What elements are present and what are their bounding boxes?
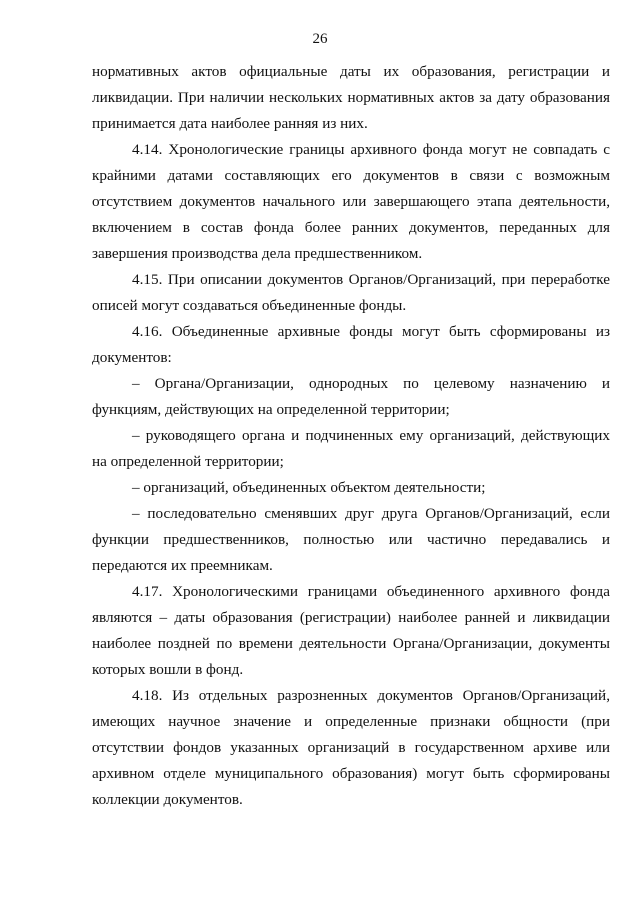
text-line: имеющих научное значение и определенные признаки общности (при bbox=[92, 713, 610, 730]
text-line: 4.16. Объединенные архивные фонды могут быть сформированы из bbox=[132, 323, 610, 340]
text-line: – руководящего органа и подчиненных ему организаций, действующих bbox=[132, 427, 610, 444]
text-line: документов: bbox=[92, 349, 172, 366]
text-line: отсутствии фондов указанных организаций в государственном архиве или bbox=[92, 739, 610, 756]
text-line: – организаций, объединенных объектом деятельности; bbox=[132, 479, 486, 496]
text-line: принимается дата наиболее ранняя из них. bbox=[92, 115, 368, 132]
text-line: 4.17. Хронологическими границами объединенного архивного фонда bbox=[132, 583, 610, 600]
text-line: завершения производства дела предшественником. bbox=[92, 245, 423, 262]
text-line: являются – даты образования (регистрации) наиболее ранней и ликвидации bbox=[92, 609, 610, 626]
text-line: 4.15. При описании документов Органов/Организаций, при переработке bbox=[132, 271, 610, 288]
page-number: 26 bbox=[312, 31, 328, 47]
text-line: включением в состав фонда более ранних документов, переданных для bbox=[92, 219, 610, 236]
text-line: крайними датами составляющих его документов в связи с возможным bbox=[92, 167, 610, 184]
text-line: – последовательно сменявших друг друга Органов/Организаций, если bbox=[132, 505, 610, 522]
text-line: 4.18. Из отдельных разрозненных документов Органов/Организаций, bbox=[132, 687, 610, 704]
text-line: нормативных актов официальные даты их образования, регистрации и bbox=[92, 63, 610, 80]
text-line: архивном отделе муниципального образования) могут быть сформированы bbox=[92, 765, 610, 782]
text-line: которых вошли в фонд. bbox=[92, 661, 244, 678]
text-line: 4.14. Хронологические границы архивного фонда могут не совпадать с bbox=[132, 141, 610, 158]
text-line: наиболее поздней по времени деятельности Органа/Организации, документы bbox=[92, 635, 610, 652]
text-line: – Органа/Организации, однородных по целевому назначению и bbox=[132, 375, 610, 392]
text-line: на определенной территории; bbox=[92, 453, 284, 470]
text-line: передаются их преемникам. bbox=[92, 557, 273, 574]
text-line: описей могут создаваться объединенные фонды. bbox=[92, 297, 407, 314]
text-line: коллекции документов. bbox=[92, 791, 243, 808]
text-line: функциям, действующих на определенной территории; bbox=[92, 401, 450, 418]
text-line: ликвидации. При наличии нескольких нормативных актов за дату образования bbox=[92, 89, 610, 106]
text-line: отсутствием документов начального или завершающего этапа деятельности, bbox=[92, 193, 610, 210]
text-line: функции предшественников, полностью или частично передавались и bbox=[92, 531, 610, 548]
